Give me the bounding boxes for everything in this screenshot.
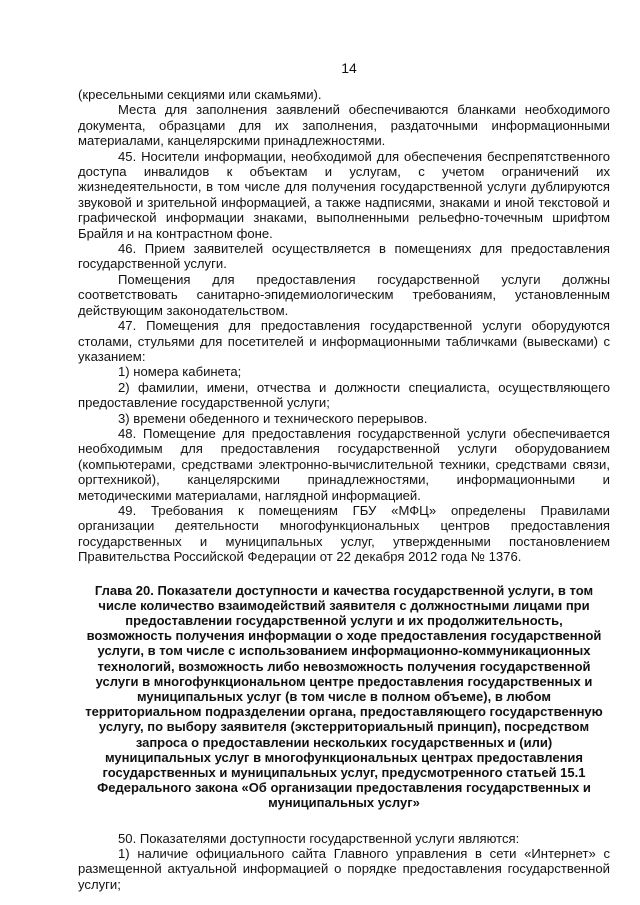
chapter-heading: Глава 20. Показатели доступности и качества государственной услуги, в том числе количество взаимодействий заявителя с должностными лицами при предоставлении государственной услуги и их продолжительность, возможность получения информации о ходе предоставления государственной услуги, в том числе с использованием информационно-коммуникационных технологий, возможность либо невозможность получения государственной услуги в многофункциональном центре предоставления государственных и муниципальных услуг (в том числе в полном объеме), в любом территориальном подразделении органа, предоставляющего государственную услугу, по выбору заявителя (экстерриториальный принцип), посредством запроса о предоставлении нескольких государственных и (или) муниципальных услуг в многофункциональных центрах предоставления государственных и муниципальных услуг, предусмотренного статьей 15.1 Федерального закона «Об организации предоставления государственных и муниципальных услуг» <box>85 582 603 811</box>
list-item: 1) номера кабинета; <box>118 364 242 380</box>
paragraph: 47. Помещения для предоставления государственной услуги оборудуются столами, стульями для посетителей и информационными табличками (вывесками) с указанием: <box>78 318 610 364</box>
paragraph: 50. Показателями доступности государственной услуги являются: <box>118 830 520 846</box>
body-text-top <box>78 87 610 565</box>
paragraph: Помещения для предоставления государственной услуги должны соответствовать санитарно-эпидемиологическим требованиям, установленным действующим законодательством. <box>78 271 610 318</box>
paragraph: Места для заполнения заявлений обеспечиваются бланками необходимого документа, образцами для их заполнения, раздаточными информационными материалами, канцелярскими принадлежностями. <box>78 102 610 149</box>
paragraph: 46. Прием заявителей осуществляется в помещениях для предоставления государственной услуги. <box>78 241 610 272</box>
list-item: 2) фамилии, имени, отчества и должности специалиста, осуществляющего предоставление государственной услуги; <box>78 379 610 411</box>
page-number: 14 <box>341 60 357 76</box>
list-item: 1) наличие официального сайта Главного управления в сети «Интернет» с размещенной актуальной информацией о порядке предоставления государственной услуги; <box>78 846 610 892</box>
paragraph: (кресельными секциями или скамьями). <box>78 87 322 102</box>
list-item: 3) времени обеденного и технического перерывов. <box>118 410 428 426</box>
paragraph: 49. Требования к помещениям ГБУ «МФЦ» определены Правилами организации деятельности многофункциональных центров предоставления государственных и муниципальных услуг, утвержденными постановлением Правительства Российской Федерации от 22 декабря 2012 года № 1376. <box>78 502 610 565</box>
paragraph: 48. Помещение для предоставления государственной услуги обеспечивается необходимым для предоставления государственной услуги оборудованием (компьютерами, средствами электронно-вычислительной техники, средствами связи, оргтехникой), канцелярскими принадлежностями, информационными и методическими материалами, наглядной информацией. <box>78 425 610 503</box>
body-text-bottom <box>78 831 610 893</box>
paragraph: 45. Носители информации, необходимой для обеспечения беспрепятственного доступа инвалидов к объектам и услугам, с учетом ограничений их жизнедеятельности, в том числе для получения государственной услуги дублируются звуковой и зрительной информацией, а также надписями, знаками и иной текстовой и графической информации знаками, выполненными рельефно-точечным шрифтом Брайля и на контрастном фоне. <box>78 148 610 241</box>
